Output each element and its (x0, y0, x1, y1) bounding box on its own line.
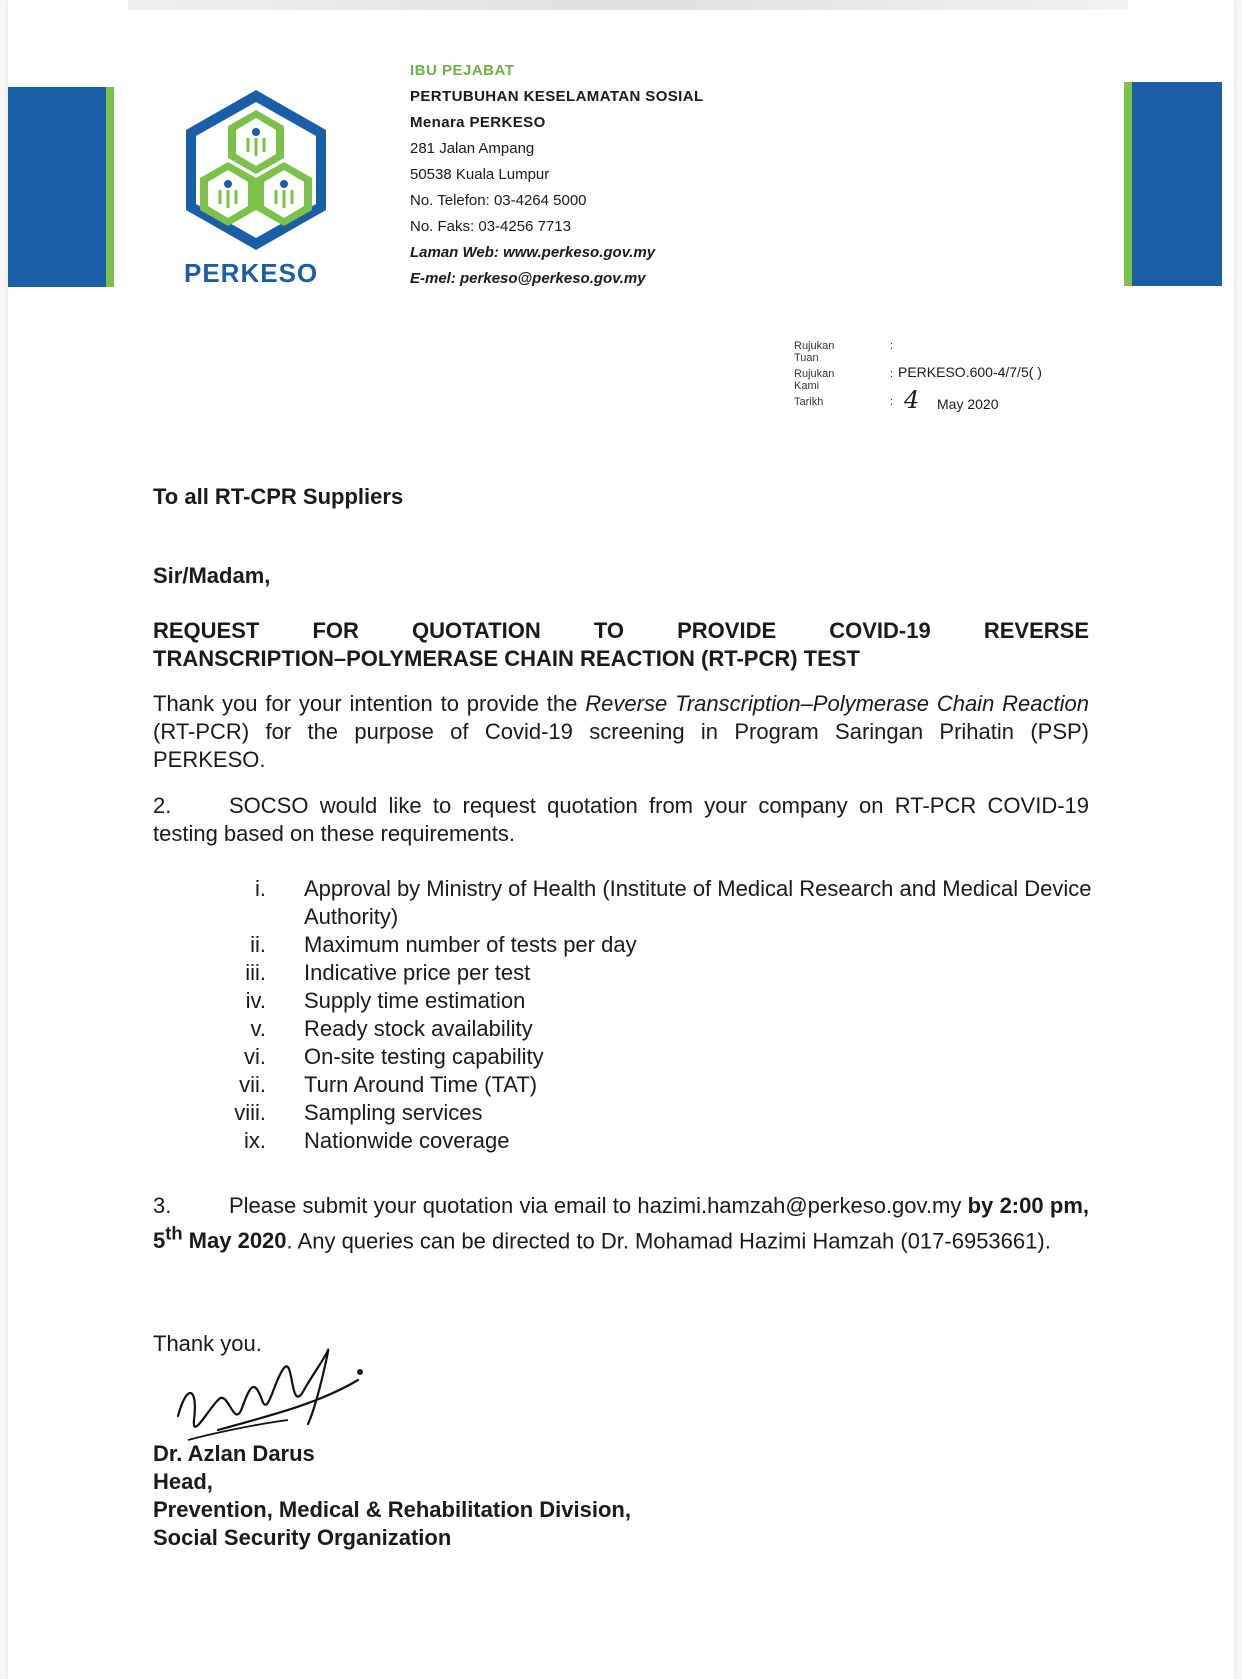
scan-edge-shadow (128, 0, 1128, 10)
city-address: 50538 Kuala Lumpur (410, 166, 550, 183)
requirement-text: Maximum number of tests per day (304, 932, 637, 957)
street-address: 281 Jalan Ampang (410, 140, 535, 157)
building-name: Menara PERKESO (410, 114, 546, 131)
requirement-index: i. (255, 876, 266, 901)
subject-line-1: REQUEST FOR QUOTATION TO PROVIDE COVID-19 REVERSE (153, 618, 1089, 643)
requirement-index: ix. (244, 1128, 266, 1153)
colon: : (890, 396, 894, 408)
signer-name: Dr. Azlan Darus (153, 1441, 315, 1466)
requirement-item (218, 1071, 1092, 1099)
requirement-text: Turn Around Time (TAT) (304, 1072, 538, 1097)
requirement-item (218, 987, 1092, 1015)
perkeso-logo-icon (176, 86, 336, 251)
requirement-text: Approval by Ministry of Health (Institute of Medical Research and Medical Device Authority) (304, 876, 1092, 929)
closing: Thank you. (153, 1331, 262, 1356)
deadline-date: May 2020 (182, 1228, 287, 1254)
paragraph-3-number: 3. (153, 1193, 172, 1218)
email-address: E-mel: perkeso@perkeso.gov.my (410, 270, 646, 287)
requirement-item (218, 931, 1092, 959)
signer-title: Head, (153, 1469, 213, 1494)
paragraph-3 (153, 1192, 1089, 1255)
requirement-item (218, 1127, 1092, 1155)
organization-name: PERTUBUHAN KESELAMATAN SOSIAL (410, 88, 704, 105)
addressee: To all RT-CPR Suppliers (153, 484, 404, 509)
letter-page (8, 0, 1234, 1679)
requirement-index: v. (250, 1016, 266, 1041)
subject-line-2: TRANSCRIPTION–POLYMERASE CHAIN REACTION (RT-PCR) TEST (153, 646, 860, 671)
requirement-text: Ready stock availability (304, 1016, 533, 1041)
paragraph-3-end: . Any queries can be directed to Dr. Mohamad Hazimi Hamzah (017-6953661). (286, 1228, 1051, 1254)
our-reference-value: PERKESO.600-4/7/5( ) (898, 364, 1042, 380)
salutation: Sir/Madam, (153, 563, 271, 588)
signer-organization: Social Security Organization (153, 1525, 452, 1550)
handwritten-day: 4 (904, 386, 920, 414)
letterhead-band-left (8, 87, 114, 287)
letterhead-band-right (1124, 82, 1222, 286)
requirement-item (218, 875, 1092, 931)
requirements-list (218, 875, 1092, 1155)
paragraph-2-number: 2. (153, 793, 172, 818)
signer-block (153, 1440, 1089, 1552)
date-label: Tarikh (794, 396, 824, 408)
our-reference-label: Rujukan Kami (794, 368, 835, 392)
deadline-ordinal: th (165, 1223, 183, 1244)
paragraph-2 (153, 792, 1089, 848)
date-month-year: May 2020 (937, 396, 999, 412)
colon: : (890, 340, 894, 352)
requirement-text: Supply time estimation (304, 988, 526, 1013)
requirement-item (218, 1043, 1092, 1071)
requirement-item (218, 1099, 1092, 1127)
requirement-text: Nationwide coverage (304, 1128, 510, 1153)
requirement-index: iii. (245, 960, 266, 985)
requirement-index: iv. (245, 988, 266, 1013)
paragraph-1-end: (RT-PCR) for the purpose of Covid-19 screening in Program Saringan Prihatin (PSP) PERKESO. (153, 719, 1089, 772)
signature-icon (158, 1320, 398, 1460)
requirement-index: vii. (239, 1072, 266, 1097)
paragraph-2-text: SOCSO would like to request quotation from your company on RT-PCR COVID-19 testing based on these requirements. (153, 793, 1089, 846)
requirement-text: On-site testing capability (304, 1044, 544, 1069)
requirement-item (218, 959, 1092, 987)
phone-number: No. Telefon: 03-4264 5000 (410, 192, 587, 209)
requirement-index: ii. (250, 932, 266, 957)
letterhead-address (410, 58, 704, 292)
fax-number: No. Faks: 03-4256 7713 (410, 218, 571, 235)
requirement-item (218, 1015, 1092, 1043)
your-reference-label: Rujukan Tuan (794, 340, 835, 364)
office-name: IBU PEJABAT (410, 62, 515, 79)
deadline-time: by 2:00 pm, 5 (153, 1193, 1089, 1254)
requirement-text: Sampling services (304, 1100, 483, 1125)
requirement-text: Indicative price per test (304, 960, 531, 985)
requirement-index: vi. (244, 1044, 266, 1069)
website: Laman Web: www.perkeso.gov.my (410, 244, 656, 261)
colon: : (890, 368, 894, 380)
paragraph-1-start: Thank you for your intention to provide the (153, 691, 586, 716)
requirement-index: viii. (234, 1100, 266, 1125)
paragraph-1-italic: Reverse Transcription–Polymerase Chain Reaction (585, 691, 1090, 716)
paragraph-1 (153, 690, 1089, 774)
paragraph-3-start: Please submit your quotation via email to hazimi.hamzah@perkeso.gov.my (229, 1193, 968, 1218)
logo-wordmark: PERKESO (184, 258, 319, 288)
signer-division: Prevention, Medical & Rehabilitation Division, (153, 1497, 631, 1522)
